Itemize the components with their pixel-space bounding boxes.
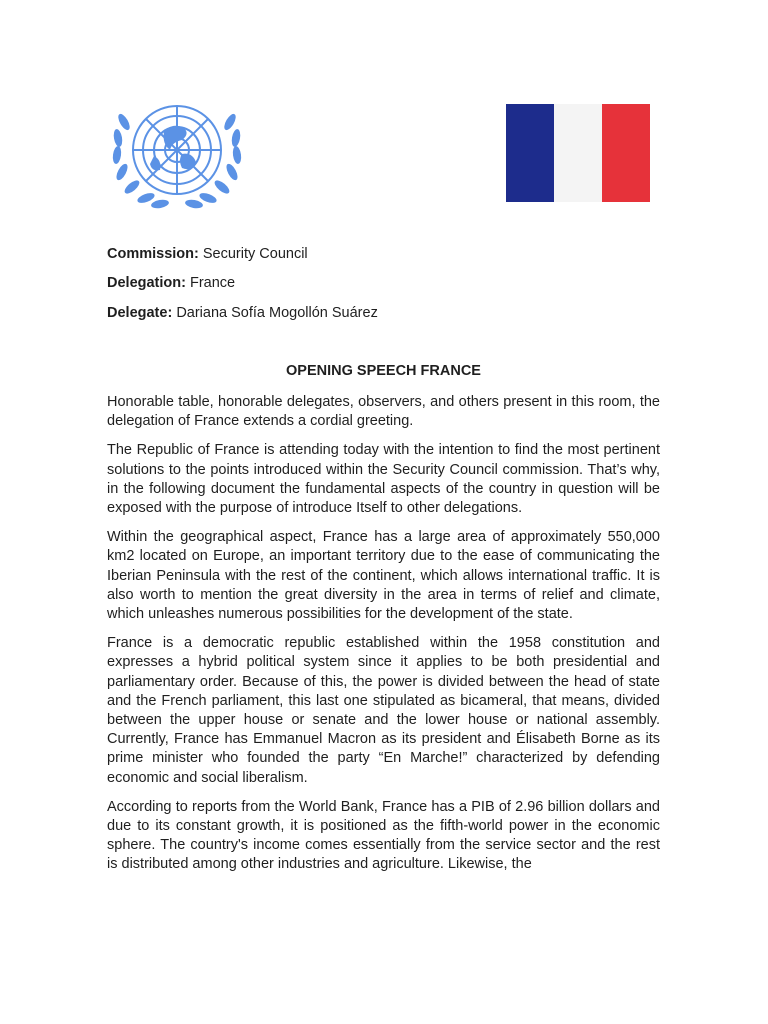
- france-flag-icon: [506, 104, 650, 202]
- commission-label: Commission:: [107, 246, 199, 262]
- delegation-field: [107, 274, 667, 292]
- flag-stripe-white: [554, 104, 602, 202]
- flag-stripe-blue: [506, 104, 554, 202]
- delegate-value: Dariana Sofía Mogollón Suárez: [176, 305, 378, 321]
- speech-body: [107, 393, 660, 885]
- delegation-value: France: [189, 275, 236, 291]
- paragraph-economy: According to reports from the World Bank, France has a PIB of 2.96 billion dollars and due to its constant growth, it is positioned as the fifth-world power in the economic sphere. The country's income comes essentially from the service sector and the rest is distributed among other industries and agriculture. Likewise, the: [107, 798, 660, 873]
- paragraph-greeting: Honorable table, honorable delegates, observers, and others present in this room, the delegation of France extends a cordial greeting.: [107, 394, 660, 430]
- delegation-label: Delegation:: [107, 275, 186, 291]
- delegate-field: [107, 304, 667, 322]
- un-emblem-icon: [104, 92, 250, 216]
- paragraph-intention: The Republic of France is attending today with the intention to find the most pertinent solutions to the points introduced within the Security Council commission. That’s why, in the following document the fundamental aspects of the country in question will be exposed with the purpose of introduce Itself to other delegations.: [107, 442, 660, 517]
- paragraph-politics: France is a democratic republic established within the 1958 constitution and expresses a hybrid political system since it applies to be both presidential and parliamentary order. Because of this, the power is divided between the head of state and the French parliament, this last one stipulated as bicameral, that means, divided between the upper house or senate and the lower house or national assembly. Currently, France has Emmanuel Macron as its president and Élisabeth Borne as its prime minister who founded the party “En Marche!” characterized by defending economic and social liberalism.: [107, 635, 660, 786]
- paragraph-geography: Within the geographical aspect, France has a large area of approximately 550,000 km2 located on Europe, an important territory due to the ease of communicating the Iberian Peninsula with the rest of the continent, which allows international traffic. It is also worth to mention the great diversity in the area in terms of relief and climate, which unleashes numerous possibilities for the development of the state.: [107, 529, 660, 623]
- commission-value: Security Council: [202, 246, 308, 262]
- document-title: OPENING SPEECH FRANCE: [286, 363, 481, 379]
- delegate-label: Delegate:: [107, 305, 173, 321]
- flag-stripe-red: [602, 104, 650, 202]
- commission-field: [107, 245, 667, 263]
